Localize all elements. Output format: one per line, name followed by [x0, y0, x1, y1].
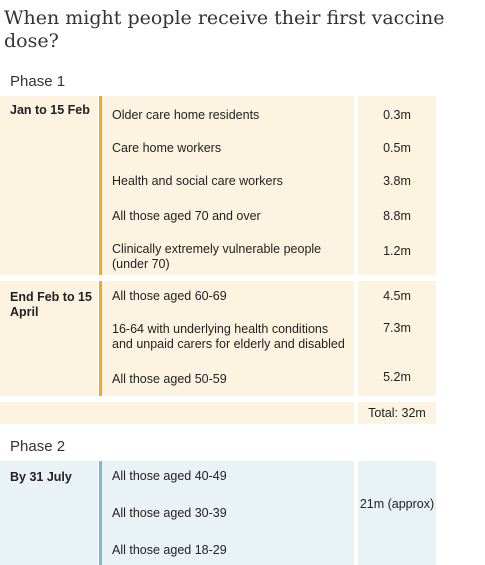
- group-label: Care home workers: [112, 141, 222, 155]
- phase-1-label: Phase 1: [10, 73, 66, 90]
- value-label: 0.5m: [383, 141, 411, 155]
- total-label: Total: 32m: [368, 406, 426, 420]
- group-label: All those aged 60-69: [112, 289, 227, 303]
- value-label: 5.2m: [383, 370, 411, 384]
- total-spacer-cell: [0, 402, 354, 424]
- value-label: 0.3m: [383, 108, 411, 122]
- value-label: 8.8m: [383, 209, 411, 223]
- period-label-feb-april: End Feb to 15 April: [10, 290, 92, 319]
- group-label: Clinically extremely vulnerable people (under 70): [112, 242, 322, 271]
- value-label: 4.5m: [383, 289, 411, 303]
- group-label: All those aged 70 and over: [112, 209, 261, 223]
- period-cell-jan-feb: [0, 96, 98, 275]
- group-label: All those aged 18-29: [112, 543, 227, 557]
- chart-title: When might people receive their first vaccine dose?: [4, 7, 445, 52]
- group-label: Health and social care workers: [112, 174, 283, 188]
- group-label: All those aged 40-49: [112, 469, 227, 483]
- group-label: All those aged 30-39: [112, 506, 227, 520]
- value-label: 1.2m: [383, 244, 411, 258]
- group-label: 16-64 with underlying health conditions and unpaid carers for elderly and disabled: [112, 322, 345, 351]
- period-label-july: By 31 July: [10, 470, 72, 484]
- value-label: 3.8m: [383, 174, 411, 188]
- period-label-jan-feb: Jan to 15 Feb: [10, 103, 90, 117]
- group-label: All those aged 50-59: [112, 372, 227, 386]
- group-label: Older care home residents: [112, 108, 260, 122]
- phase-2-label: Phase 2: [10, 438, 66, 455]
- combined-value-label: 21m (approx): [359, 497, 435, 511]
- value-cell-july: [358, 461, 436, 565]
- value-label: 7.3m: [383, 321, 411, 335]
